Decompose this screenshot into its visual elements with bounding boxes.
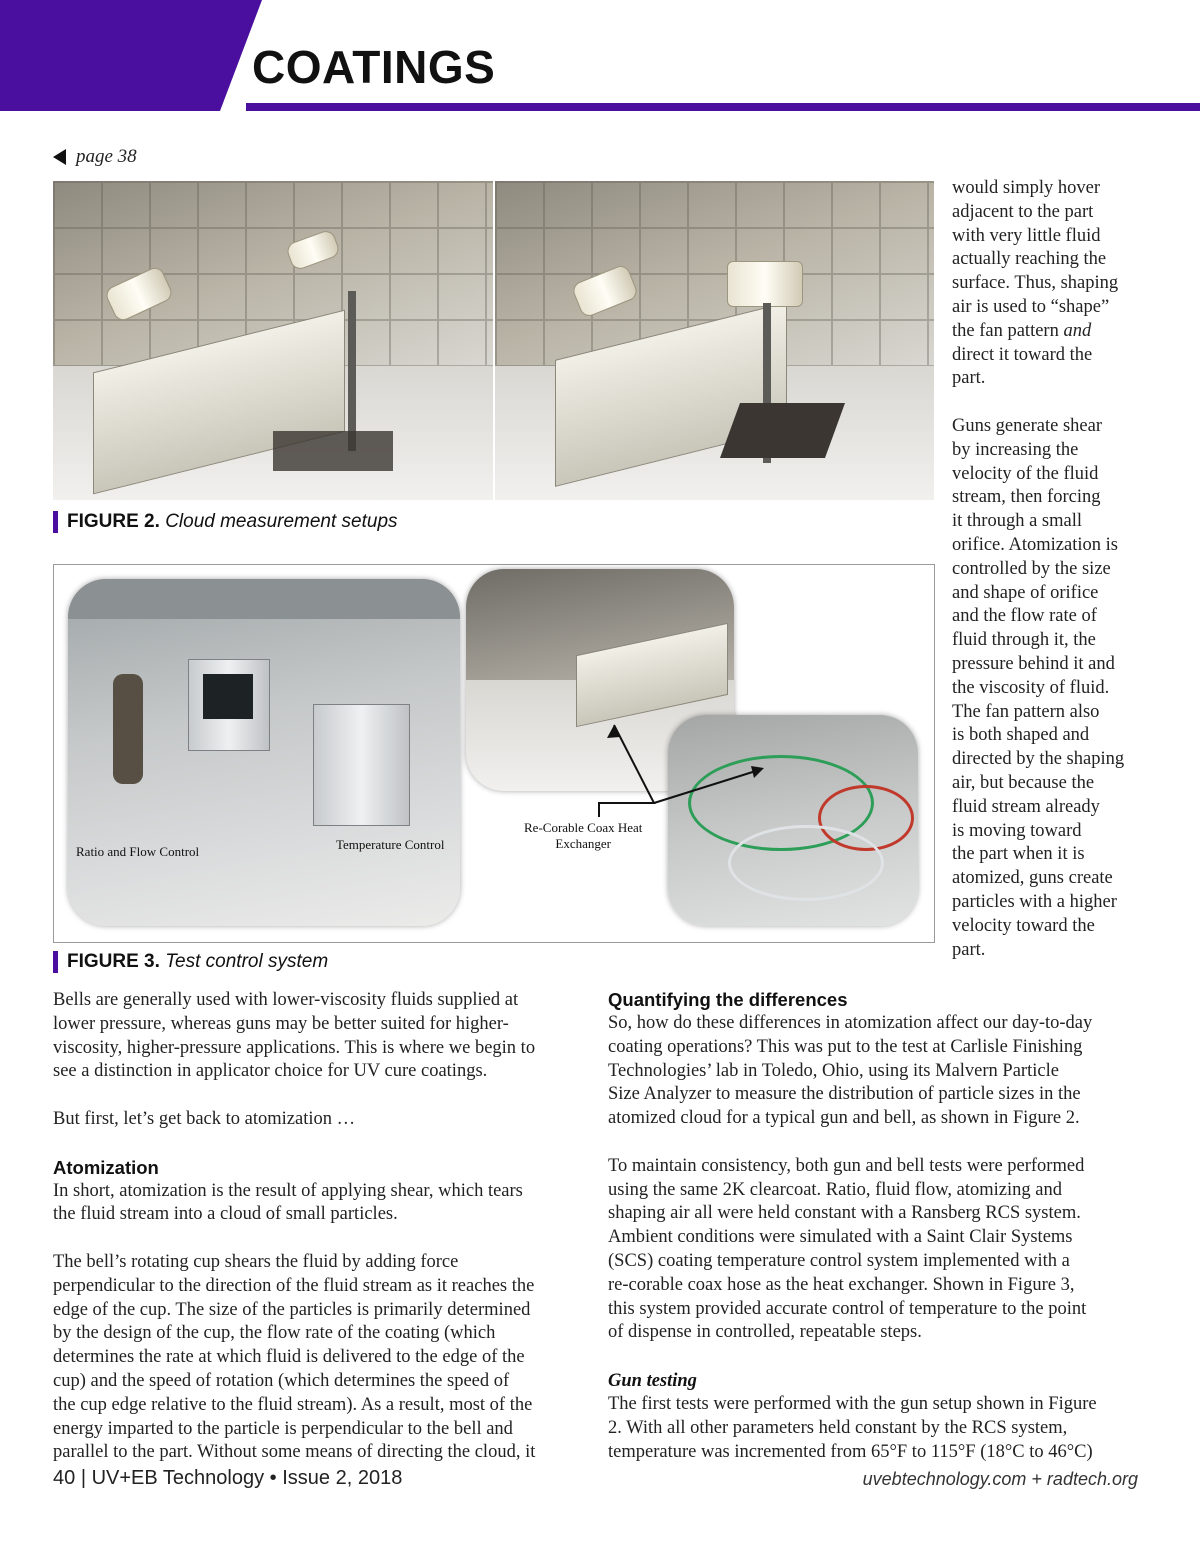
text-line: velocity toward the <box>952 915 1095 936</box>
back-page-label: page 38 <box>76 146 137 167</box>
back-page-link[interactable] <box>53 146 137 168</box>
gun-stand <box>348 291 356 451</box>
text-line: particles with a higher <box>952 891 1117 912</box>
text-line: The fan pattern also <box>952 701 1100 722</box>
coax-label-line1: Re-Corable Coax Heat <box>524 820 643 835</box>
text-line: actually reaching the <box>952 249 1107 270</box>
section-title: COATINGS <box>252 41 496 93</box>
text-line: the cup edge relative to the fluid stream). As a result, most of the <box>53 1394 533 1415</box>
paragraph-gap <box>608 1131 1148 1155</box>
paragraph-gap <box>53 1227 583 1251</box>
text-line: fluid through it, the <box>952 630 1096 651</box>
figure2-caption-text: Cloud measurement setups <box>165 511 398 532</box>
figure3-caption-text: Test control system <box>165 951 329 972</box>
text-line: part. <box>952 368 986 389</box>
text-line: Technologies’ lab in Toledo, Ohio, using its Malvern Particle <box>608 1060 1059 1081</box>
arrowhead-hose <box>751 766 764 778</box>
text-line: viscosity, higher-pressure applications. This is where we begin to <box>53 1037 536 1058</box>
text-line: temperature was incremented from 65°F to 115°F (18°C to 46°C) <box>608 1441 1093 1462</box>
text-line: edge of the cup. The size of the particles is primarily determined <box>53 1299 531 1320</box>
coax-label-line2: Exchanger <box>555 836 611 851</box>
text-line: this system provided accurate control of temperature to the point <box>608 1298 1087 1319</box>
text-line: is both shaped and <box>952 725 1090 746</box>
issue-label: Issue 2, 2018 <box>282 1467 403 1489</box>
text-line: cup) and the speed of rotation (which determines the speed of <box>53 1370 510 1391</box>
paragraph-gap <box>53 1084 583 1108</box>
bell-head <box>727 261 803 307</box>
text-line: Size Analyzer to measure the distribution of particle sizes in the <box>608 1084 1081 1105</box>
arrow-to-hose <box>654 770 759 803</box>
text-line: fluid stream already <box>952 796 1100 817</box>
left-paragraph-3 <box>53 1180 583 1228</box>
right-paragraph-2 <box>608 1155 1148 1345</box>
figure3-frame <box>53 564 935 943</box>
publication-name: UV+EB Technology <box>91 1467 265 1489</box>
figure2-label: FIGURE 2. <box>67 511 160 532</box>
text-line: perpendicular to the direction of the fluid stream as it reaches the <box>53 1275 535 1296</box>
left-paragraph-4 <box>53 1251 583 1465</box>
header-rule <box>246 103 1200 111</box>
text-line: the fluid stream into a cloud of small particles. <box>53 1204 398 1225</box>
text-line: air, but because the <box>952 772 1095 793</box>
paragraph-gap <box>53 1132 583 1156</box>
paragraph-gap <box>952 391 1142 415</box>
text-line: direct it toward the <box>952 344 1093 365</box>
text-line: is moving toward <box>952 820 1082 841</box>
right-paragraph-3 <box>608 1393 1148 1464</box>
text-line: air is used to “shape” <box>952 296 1110 317</box>
text-line: the viscosity of fluid. <box>952 677 1110 698</box>
heading-quantifying: Quantifying the differences <box>608 989 848 1010</box>
text-line: pressure behind it and <box>952 653 1115 674</box>
text-line: The first tests were performed with the gun setup shown in Figure <box>608 1393 1097 1414</box>
text-line: re-corable coax hose as the heat exchanger. Shown in Figure 3, <box>608 1274 1075 1295</box>
figure2-photo-gun-setup <box>53 181 493 500</box>
paragraph-gap <box>608 1345 1148 1369</box>
text-line: velocity of the fluid <box>952 463 1099 484</box>
text-line: energy imparted to the particle is perpendicular to the bell and <box>53 1418 513 1439</box>
text-line: and shape of orifice <box>952 582 1099 603</box>
ratio-flow-label: Ratio and Flow Control <box>76 844 200 859</box>
text-line: it through a small <box>952 511 1082 532</box>
text-line: by the design of the cup, the flow rate of the coating (which <box>53 1323 496 1344</box>
text-line: parallel to the part. Without some means of directing the cloud, it <box>53 1442 536 1463</box>
footer-separator: | <box>80 1467 87 1489</box>
text-line: So, how do these differences in atomization affect our day-to-day <box>608 1013 1093 1033</box>
text-line: Bells are generally used with lower-viscosity fluids supplied at <box>53 990 519 1010</box>
pointer-arrows <box>54 565 934 942</box>
right-column <box>608 988 1148 1464</box>
text-line: controlled by the size <box>952 558 1111 579</box>
stand-base <box>273 431 393 471</box>
narrow-paragraph-2 <box>952 415 1142 962</box>
emphasis-and: and <box>1063 320 1092 341</box>
text-line: atomized cloud for a typical gun and bell, as shown in Figure 2. <box>608 1108 1080 1129</box>
text-line: In short, atomization is the result of applying shear, which tears <box>53 1180 523 1201</box>
text-line: see a distinction in applicator choice for UV cure coatings. <box>53 1061 488 1082</box>
text-line: by increasing the <box>952 439 1079 460</box>
text-line: and the flow rate of <box>952 606 1097 627</box>
text-line: coating operations? This was put to the test at Carlisle Finishing <box>608 1036 1083 1057</box>
stand-mat <box>720 403 845 458</box>
text-line: Guns generate shear <box>952 415 1102 436</box>
arrow-to-booth <box>599 725 654 817</box>
left-column <box>53 989 583 1465</box>
text-line: shaping air all were held constant with a Ransberg RCS system. <box>608 1203 1081 1224</box>
text-line: (SCS) coating temperature control system implemented with a <box>608 1250 1070 1271</box>
figure3-label: FIGURE 3. <box>67 951 160 972</box>
left-paragraph-2: But first, let’s get back to atomization … <box>53 1108 356 1129</box>
text-line: directed by the shaping <box>952 749 1125 770</box>
text-line: determines the rate at which fluid is delivered to the edge of the <box>53 1347 525 1368</box>
text-line: stream, then forcing <box>952 487 1101 508</box>
figure3-caption <box>53 951 328 973</box>
text-line: adjacent to the part <box>952 201 1094 222</box>
page-number: 40 <box>53 1467 76 1489</box>
heading-atomization: Atomization <box>53 1156 159 1178</box>
text-line: Ambient conditions were simulated with a Saint Clair Systems <box>608 1227 1073 1248</box>
text-line: of dispense in controlled, repeatable steps. <box>608 1322 922 1343</box>
text-line: with very little fluid <box>952 225 1101 246</box>
figure2-photo-bell-setup <box>495 181 934 500</box>
text-line: would simply hover <box>952 178 1100 198</box>
text-line: orifice. Atomization is <box>952 534 1118 555</box>
left-arrow-icon <box>53 149 66 165</box>
narrow-column <box>952 177 1142 962</box>
text-line: The bell’s rotating cup shears the fluid by adding force <box>53 1251 459 1272</box>
heading-gun-testing: Gun testing <box>608 1370 697 1391</box>
narrow-paragraph-1 <box>952 177 1142 391</box>
text-line: the part when it is <box>952 844 1085 865</box>
text-line: To maintain consistency, both gun and bell tests were performed <box>608 1155 1085 1176</box>
text-line: lower pressure, whereas guns may be better suited for higher- <box>53 1013 509 1034</box>
figure2-caption <box>53 511 398 533</box>
text-line: surface. Thus, shaping <box>952 273 1119 294</box>
footer-websites[interactable]: uvebtechnology.com + radtech.org <box>862 1469 1138 1489</box>
text-line: 2. With all other parameters held constant by the RCS system, <box>608 1417 1068 1438</box>
footer-bullet: • <box>269 1467 277 1489</box>
temperature-control-label: Temperature Control <box>336 837 445 852</box>
text-line: the fan pattern <box>952 320 1059 341</box>
text-line: atomized, guns create <box>952 868 1113 889</box>
header-color-block <box>0 0 262 111</box>
right-paragraph-1 <box>608 1012 1148 1131</box>
text-line: part. <box>952 939 986 960</box>
footer-publication <box>53 1467 402 1490</box>
text-line: using the same 2K clearcoat. Ratio, fluid flow, atomizing and <box>608 1179 1062 1200</box>
left-paragraph-1 <box>53 989 583 1084</box>
